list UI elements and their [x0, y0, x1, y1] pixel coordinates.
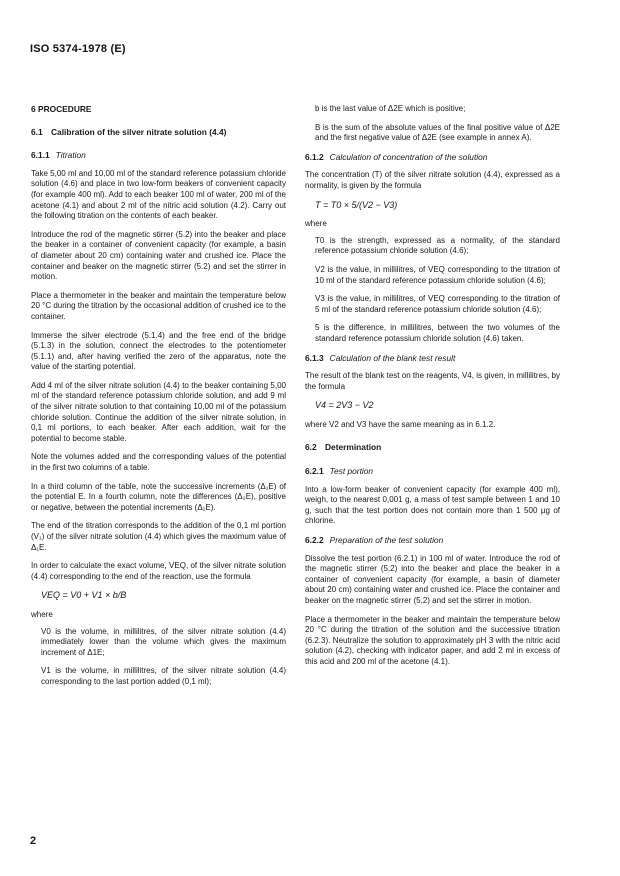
definition-b: b is the last value of Δ2E which is positive;: [315, 104, 466, 113]
heading-title: Calibration of the silver nitrate solution (4.4): [50, 126, 227, 137]
paragraph: Introduce the rod of the magnetic stirrer (5.2) into the beaker and place the beaker in a container of convenient capacity (for example, a basin of diameter about 20 cm) containing water and crushed ice. Place the container and beaker on the magnetic stirrer (5.2) and set the stirrer in motion.: [31, 229, 286, 282]
subsection-heading-6-1-1: [31, 150, 286, 161]
heading-number: 6.1.2: [305, 151, 324, 162]
heading-title: Calculation of the blank test result: [329, 352, 456, 363]
paragraph: Immerse the silver electrode (5.1.4) and the free end of the bridge (5.1.3) in the solution, connect the electrodes to the potentiometer (5.1.1) and, after having verified the zero of the apparatus, note the value of the starting potential.: [31, 330, 286, 372]
definition-v0: V0 is the volume, in millilitres, of the silver nitrate solution (4.4) immediately lower than the volume which gives the maximum increment of Δ1E;: [41, 626, 286, 657]
where-label: where: [31, 609, 53, 619]
heading-title: Titration: [55, 150, 86, 161]
standard-id-header: ISO 5374-1978 (E): [30, 43, 126, 55]
paragraph: where V2 and V3 have the same meaning as in 6.1.2.: [305, 419, 496, 429]
heading-title: Preparation of the test solution: [329, 535, 444, 546]
definition-v2: V2 is the value, in millilitres, of VEQ corresponding to the titration of 10 ml of the standard reference potassium chloride solution (4.6);: [315, 264, 560, 285]
definition-v3: V3 is the value, in millilitres, of VEQ corresponding to the titration of 5 ml of the standard reference potassium chloride solution (4.6);: [315, 294, 560, 314]
formula-v4: V4 = 2V3 − V2: [315, 400, 374, 411]
heading-title: Calculation of concentration of the solution: [329, 151, 488, 162]
heading-number: 6.2.2: [305, 535, 324, 546]
subsection-heading-6-1: [31, 127, 286, 138]
paragraph: The concentration (T) of the silver nitrate solution (4.4), expressed as a normality, is given by the formula: [305, 170, 560, 190]
subsection-heading-6-2: [305, 442, 560, 453]
heading-number: 6.1: [31, 126, 43, 137]
left-column: [31, 104, 286, 696]
paragraph: Place a thermometer in the beaker and maintain the temperature below 20 °C during the titration of the solution and the successive titration (6.2.3). Neutralize the solution to approximately pH 3 with the nitric acid solution (4.2), checking with indicator paper, and add 2 ml in excess of this acid and 200 ml of the acetone (4.1).: [305, 614, 560, 666]
paragraph: Place a thermometer in the beaker and maintain the temperature below 20 °C during the titration by the occasional addition of crushed ice to the container.: [31, 290, 286, 321]
heading-title: Determination: [324, 442, 382, 453]
paragraph: Add 4 ml of the silver nitrate solution (4.4) to the beaker containing 5,00 ml of the standard reference potassium chloride solution, and add 9 ml of the silver nitrate solution to that containing 10,00 ml of the potassium chloride solution. Continue the addition of the silver nitrate solution, in 0,1 ml portions, to each beaker. After each addition, wait for the potential to become stable.: [31, 380, 286, 443]
subsection-heading-6-2-2: [305, 535, 560, 546]
paragraph: Take 5,00 ml and 10,00 ml of the standard reference potassium chloride solution (4.6) and place in two low-form beakers of convenient capacity (for example 400 ml). Add to each beaker 100 ml of water, 200 ml of the acetone (4.1) and about 2 ml of the nitric acid solution (4.2). Carry out the following titration on the contents of each beaker.: [31, 168, 286, 221]
right-column: [305, 104, 560, 676]
formula-t: T = T0 × 5/(V2 − V3): [315, 199, 398, 210]
formula-veq: VEQ = V0 + V1 × b/B: [41, 590, 127, 601]
heading-number: 6.1.3: [305, 352, 324, 363]
paragraph: The result of the blank test on the reagents, V4, is given, in millilitres, by the formula: [305, 371, 560, 391]
paragraph: Dissolve the test portion (6.2.1) in 100 ml of water. Introduce the rod of the magnetic stirrer (5.2) into the beaker and place the beaker in a container of convenient capacity (for example, a basin of diameter about 20 cm) containing water and crushed ice. Place the container and beaker on the magnetic stirrer (5.2) and set the stirrer in motion.: [305, 553, 560, 605]
definition-5: 5 is the difference, in millilitres, between the two volumes of the standard reference potassium chloride solution (4.6) taken.: [315, 323, 560, 343]
subsection-heading-6-1-2: [305, 152, 560, 163]
definition-t0: T0 is the strength, expressed as a normality, of the standard reference potassium chloride solution (4.6);: [315, 235, 560, 256]
paragraph: In order to calculate the exact volume, VEQ, of the silver nitrate solution (4.4) corresponding to the end of the reaction, use the formula: [31, 561, 286, 581]
definition-v1: V1 is the volume, in millilitres, of the silver nitrate solution (4.4) corresponding to the last portion added (0,1 ml);: [41, 666, 286, 686]
paragraph: The end of the titration corresponds to the addition of the 0,1 ml portion (V₁) of the silver nitrate solution (4.4) which gives the maximum value of Δ₁E.: [31, 521, 286, 552]
heading-number: 6.2: [305, 442, 317, 453]
definition-B: B is the sum of the absolute values of the final positive value of Δ2E and the first negative value of Δ2E (see example in annex A).: [315, 122, 560, 143]
paragraph: Note the volumes added and the corresponding values of the potential in the first two columns of a table.: [31, 452, 286, 473]
subsection-heading-6-1-3: [305, 353, 560, 364]
heading-number: 6.1.1: [31, 150, 50, 161]
section-title-procedure: 6 PROCEDURE: [31, 104, 92, 114]
where-label: where: [305, 219, 327, 229]
subsection-heading-6-2-1: [305, 466, 560, 477]
paragraph: In a third column of the table, note the successive increments (Δ₁E) of the potential E. In a fourth column, note the differences (Δ₂E), positive or negative, between the potential increments (Δ₁E).: [31, 481, 286, 512]
heading-number: 6.2.1: [305, 466, 324, 477]
heading-title: Test portion: [329, 466, 374, 477]
page-number: 2: [30, 835, 37, 847]
paragraph: Into a low-form beaker of convenient capacity (for example 400 ml), weigh, to the nearest 0,001 g, a mass of test sample between 1 and 10 g, such that the test portion does not contain more than 1 500 µg of chlorine.: [305, 484, 560, 526]
